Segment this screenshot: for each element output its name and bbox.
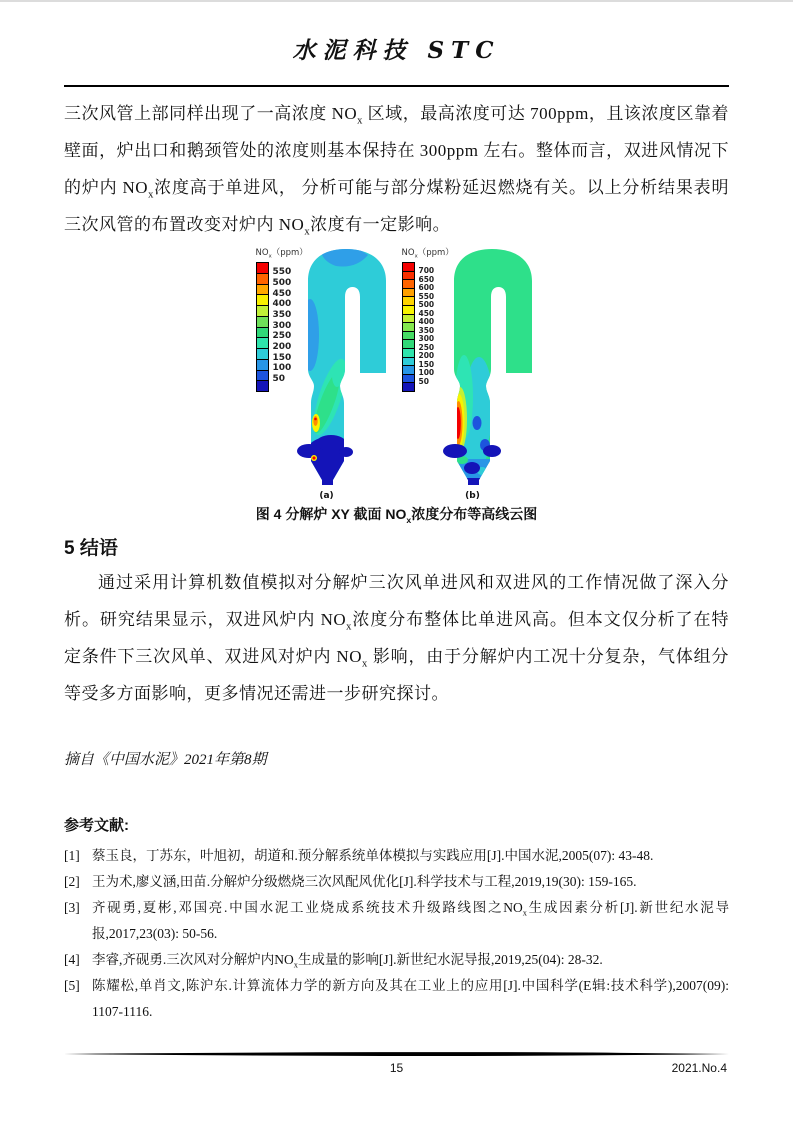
reference-number: [4]	[64, 952, 80, 967]
figure-4	[64, 247, 729, 524]
figure-panel-a	[256, 247, 392, 501]
colorbar-cells-a	[256, 262, 269, 392]
source-note: 摘自《中国水泥》2021年第8期	[64, 752, 267, 768]
references-list	[64, 843, 729, 1025]
reference-number: [1]	[64, 848, 80, 863]
colorbar-cells-b	[402, 262, 415, 392]
page-number: 15	[389, 1061, 404, 1075]
reference-item	[64, 869, 729, 895]
section-heading: 5 结语	[64, 538, 118, 559]
footer-rule	[64, 1051, 729, 1057]
colorbar-ticks-b: 700 650 600 550 500 450 400 350 300 250 200 150 100 50	[418, 266, 435, 386]
issue-number: 2021.No.4	[671, 1061, 727, 1075]
colorbar-title-b: $NO_x(ppm)$	[401, 248, 454, 260]
header-rule	[64, 85, 729, 87]
colorbar-a	[255, 247, 308, 392]
reference-number: [2]	[64, 874, 80, 889]
reference-number: [5]	[64, 978, 80, 993]
reference-item	[64, 973, 729, 1025]
colorbar-scale-a	[256, 262, 296, 392]
reference-item	[64, 895, 729, 947]
colorbar-ticks-a: 550 500 450 400 350 300 250 200 150 100 50	[272, 267, 292, 384]
reference-number: [3]	[64, 900, 80, 915]
contour-plot-a	[296, 247, 392, 489]
contour-column-a	[296, 247, 392, 501]
reference-text: 王为术,廖义涵,田苗.分解炉分级燃烧三次风配风优化[J].科学技术与工程,2019,19(30): 159-165.	[92, 874, 637, 889]
panel-label-b: (b)	[465, 491, 480, 501]
reference-text: 李睿,齐砚勇.三次风对分解炉内$NO_x$生成量的影响[J].新世纪水泥导报,2019,25(04): 28-32.	[92, 952, 603, 970]
footer-row	[64, 1060, 729, 1076]
colorbar-title-a: $NO_x(ppm)$	[255, 248, 308, 260]
figure-panel-b	[402, 247, 538, 501]
colorbar-b	[401, 247, 454, 392]
paragraph-continuation: 三次风管上部同样出现了一高浓度 $NO_x$ 区域，最高浓度可达 700ppm，且该浓度区靠着壁面，炉出口和鹅颈管处的浓度则基本保持在 300ppm 左右。整体而言，双进风情况下的炉内 $NO_x$浓度高于单进风， 分析可能与部分煤粉延迟燃烧有关。以上分析结果表明三次风管的布置改变对炉内 $NO_x$浓度有一定影响。	[64, 104, 730, 238]
conclusion-paragraph: 通过采用计算机数值模拟对分解炉三次风单进风和双进风的工作情况做了深入分析。研究结果显示，双进风炉内 $NO_x$浓度分布整体比单进风高。但本文仅分析了在特定条件下三次风单、双进风对炉内 $NO_x$ 影响，由于分解炉内工况十分复杂，气体组分等受多方面影响，更多情况还需进一步研究探讨。	[64, 573, 730, 703]
journal-title: 水泥科技 STC	[292, 37, 501, 64]
reference-text: 蔡玉良，丁苏东，叶旭初，胡道和.预分解系统单体模拟与实践应用[J].中国水泥,2005(07): 43-48.	[92, 848, 654, 863]
references-section	[64, 816, 729, 1025]
contour-plot-b	[442, 247, 538, 489]
reference-text: 齐砚勇,夏彬,邓国亮.中国水泥工业烧成系统技术升级路线图之$NO_x$生成因素分析[J].新世纪水泥导报,2017,23(03): 50-56.	[92, 900, 730, 941]
reference-text: 陈耀松,单肖文,陈沪东.计算流体力学的新方向及其在工业上的应用[J].中国科学(E辑:技术科学),2007(09): 1107-1116.	[92, 978, 729, 1019]
colorbar-scale-b	[402, 262, 442, 392]
references-heading: 参考文献:	[64, 817, 129, 834]
reference-item	[64, 843, 729, 869]
figure-panels	[64, 247, 729, 501]
figure-caption: 图 4 分解炉 XY 截面 $NO_x$浓度分布等高线云图	[255, 506, 538, 525]
panel-label-a: (a)	[319, 491, 334, 501]
reference-item	[64, 947, 729, 973]
page-footer	[64, 1051, 729, 1076]
contour-column-b	[442, 247, 538, 501]
